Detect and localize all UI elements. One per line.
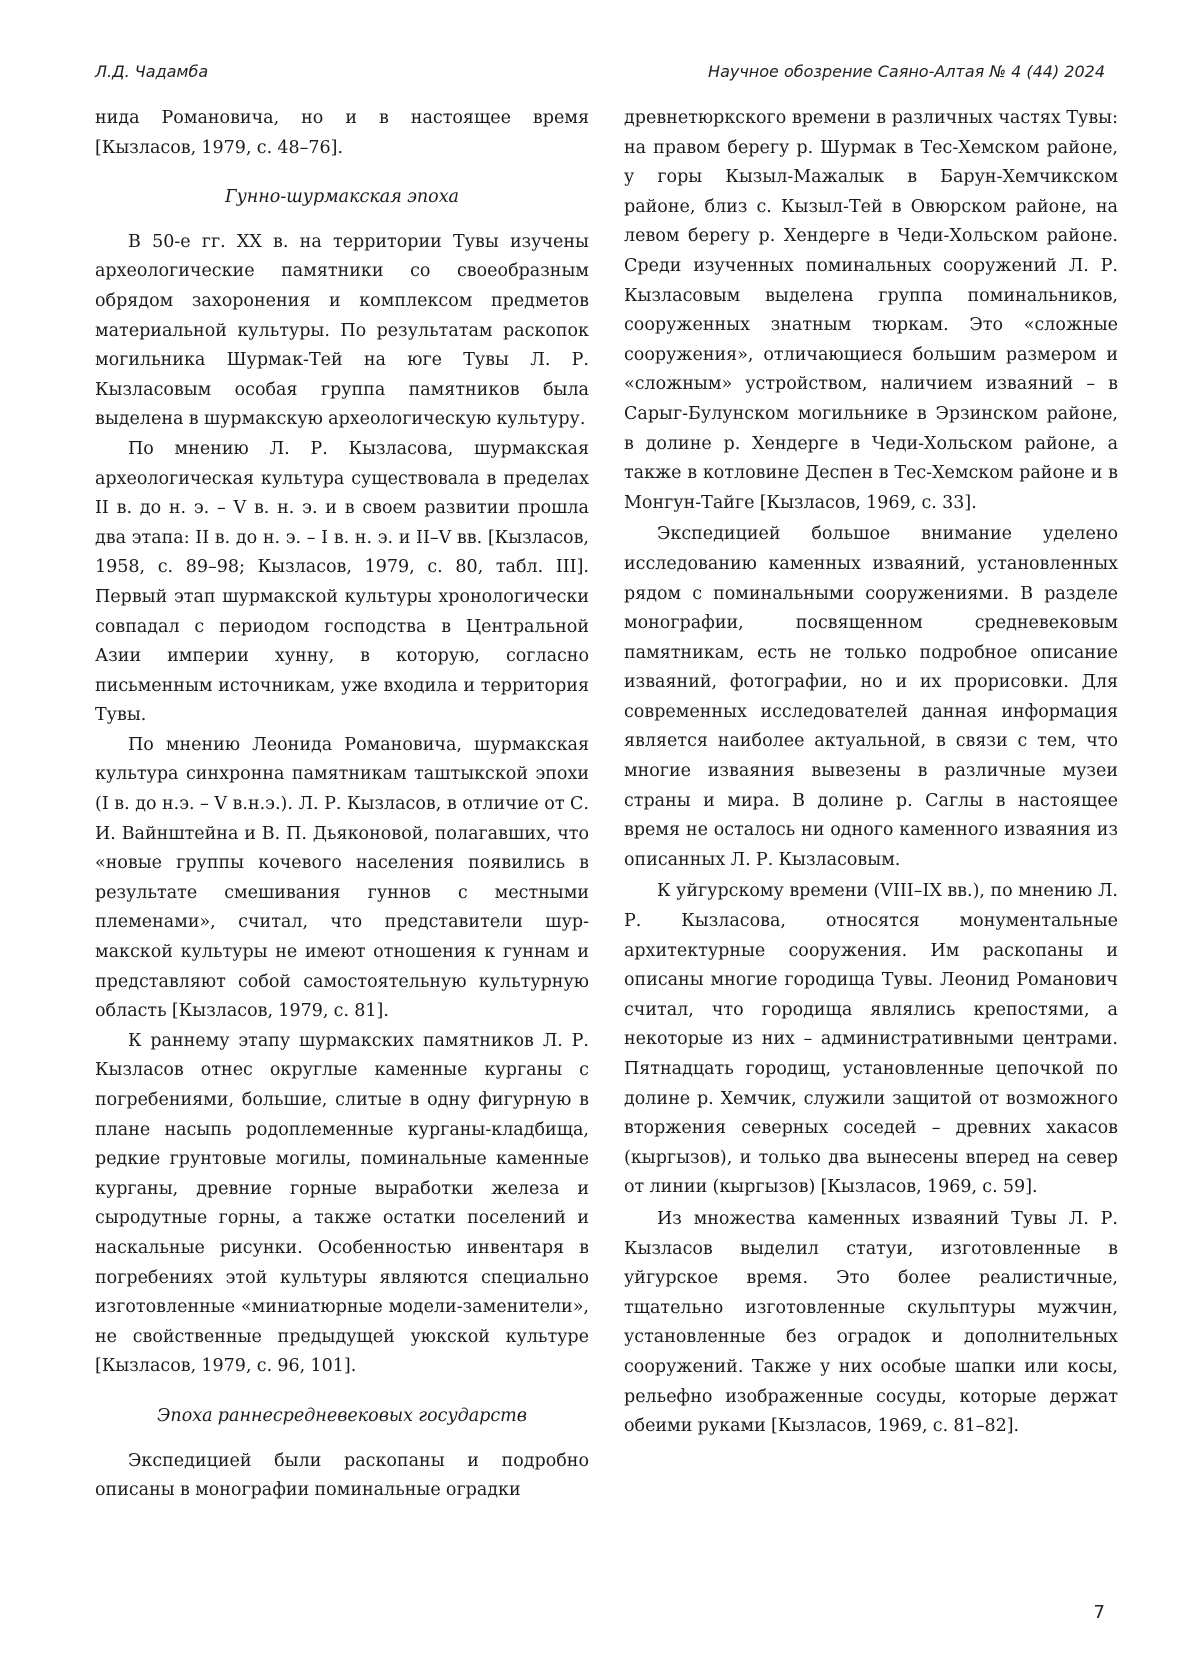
paragraph: К раннему этапу шурмакских памятников Л. Р. Кызласов отнес округлые каменные курганы с погребениями, большие, слитые в одну фигурную в плане насыпь родоплеменные курганы-кладбища, редкие грунтовые могилы, поминальные каменные курганы, древние горные выработки железа и сыродутные горны, а также остатки поселений и наскальные рисунки. Особенностью инвентаря в погребениях этой культуры являются специально изготовленные «миниатюрные модели-заменители», не свойственные предыдущей уюкской культуре [Кызласов, 1979, с. 96, 101]. bbox=[95, 1030, 589, 1377]
page-number: 7 bbox=[1093, 1602, 1105, 1623]
paragraph: Экспедицией были раскопаны и подробно описаны в монографии поминальные оградки bbox=[95, 1450, 589, 1501]
running-header-author: Л.Д. Чадамба bbox=[95, 62, 209, 81]
paragraph: В 50-е гг. XX в. на территории Тувы изучены археологические памятники со своеобразным обрядом захоронения и комплексом предметов материальной культуры. По результатам раскопок могильника Шурмак-Тей на юге Тувы Л. Р. Кызласовым особая группа памятников была выделена в шурмакскую археологическую культуру. bbox=[95, 231, 589, 430]
paragraph-continued: нида Романовича, но и в настоящее время [Кызласов, 1979, с. 48–76]. bbox=[95, 108, 589, 158]
paragraph: Экспедицией большое внимание уделено исследованию каменных изваяний, установленных рядом с поминальными сооружениями. В разделе монографии, посвященном средневековым памятникам, есть не только подробное описание изваяний, фотографии, но и их прорисовки. Для современных исследователей данная информация является наиболее актуальной, в связи с тем, что многие изваяния вывезены в различные музеи страны и мира. В долине р. Саглы в настоящее время не осталось ни одного каменного изваяния из описанных Л. Р. Кызласовым. bbox=[624, 524, 1118, 870]
paragraph: По мнению Леонида Романовича, шурмакская культура синхронна памятникам таштыкской эпохи (I в. до н.э. – V в.н.э.). Л. Р. Кызласов, в отличие от С. И. Вайнштейна и В. П. Дьяконовой, полагавших, что «новые группы кочевого населения появились в результате смешивания гуннов с местными племенами», считал, что представители шурмакской культуры не имеют отношения к гуннам и представляют собой самостоятельную культурную область [Кызласов, 1979, с. 81]. bbox=[95, 734, 589, 1022]
paragraph: По мнению Л. Р. Кызласова, шурмакская археологическая культура существовала в пределах II в. до н. э. – V в. н. э. и в своем развитии прошла два этапа: II в. до н. э. – I в. н. э. и II–V вв. [Кызласов, 1958, с. 89–98; Кызласов, 1979, с. 80, табл. III]. Первый этап шурмакской культуры хронологически совпадал с периодом господства в Центральной Азии империи хунну, в которую, согласно письменным источникам, уже входила и территория Тувы. bbox=[95, 438, 589, 726]
running-header-journal: Научное обозрение Саяно-Алтая № 4 (44) 2024 bbox=[708, 62, 1105, 81]
left-column bbox=[95, 104, 589, 1506]
paragraph: К уйгурскому времени (VIII–IX вв.), по мнению Л. Р. Кызласова, относятся монументальные архитектурные сооружения. Им раскопаны и описаны многие городища Тувы. Леонид Романович считал, что городища являлись крепостями, а некоторые из них – административными центрами. Пятнадцать городищ, установленные цепочкой по долине р. Хемчик, служили защитой от возможного вторжения северных соседей – древних хакасов (кыргызов), и только два вынесены вперед на север от линии (кыргызов) [Кызласов, 1969, с. 59]. bbox=[624, 881, 1118, 1198]
paragraph-continued: древнетюркского времени в различных частях Тувы: на правом берегу р. Шурмак в Тес-Хемском районе, у горы Кызыл-Мажалык в Барун-Хемчикском районе, близ с. Кызыл-Тей в Овюрском районе, на левом берегу р. Хендерге в Чеди-Хольском районе. Среди изученных поминальных сооружений Л. Р. Кызласовым выделена группа поминальников, сооруженных знатным тюркам. Это «сложные сооружения», отличающиеся большим размером и «сложным» устройством, наличием изваяний – в Сарыг-Булунском могильнике в Эрзинском районе, в долине р. Хендерге в Чеди-Хольском районе, а также в котловине Деспен в Тес-Хемском районе и в Монгун-Тайге [Кызласов, 1969, с. 33]. bbox=[624, 108, 1118, 513]
section-heading-early-medieval: Эпоха раннесредневековых государств bbox=[157, 1405, 527, 1426]
paragraph: Из множества каменных изваяний Тувы Л. Р. Кызласов выделил статуи, изготовленные в уйгурское время. Это более реалистичные, тщательно изготовленные скульптуры мужчин, установленные без оградок и дополнительных сооружений. Также у них особые шапки или косы, рельефно изображенные сосуды, которые держат обеими руками [Кызласов, 1969, с. 81–82]. bbox=[624, 1208, 1118, 1437]
right-column bbox=[624, 104, 1118, 1442]
section-heading-hunno-shurmak: Гунно-шурмакская эпоха bbox=[224, 187, 459, 208]
